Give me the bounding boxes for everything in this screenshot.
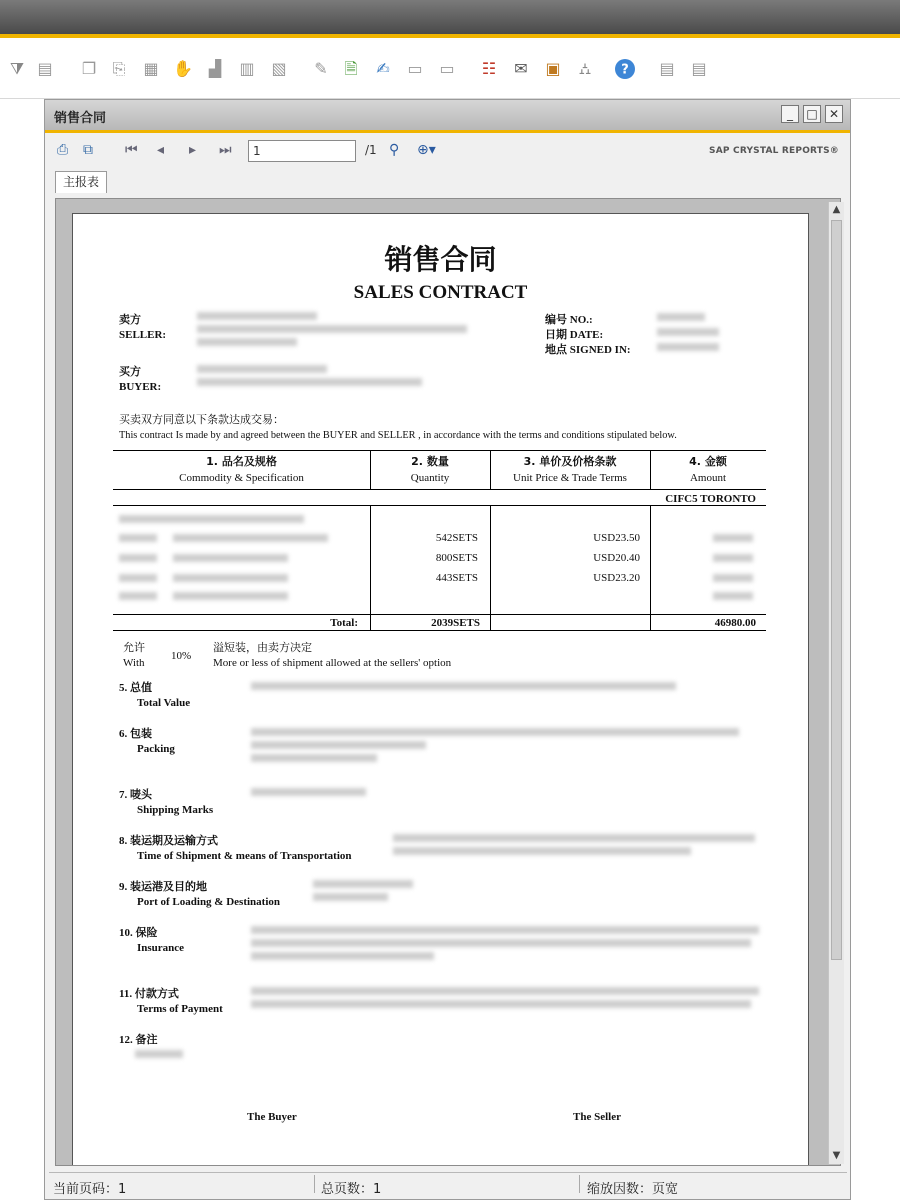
clause10-num: 10. <box>119 927 133 939</box>
agreement-cn: 买卖双方同意以下条款达成交易： <box>119 413 284 426</box>
buyer-label-cn: 买方 <box>119 365 141 378</box>
commodity-code-redacted <box>119 534 157 542</box>
clause6-en: Packing <box>137 743 175 755</box>
new-doc-icon[interactable]: 🗎 <box>344 59 358 78</box>
clause11-cn: 付款方式 <box>134 987 179 1000</box>
status-zoom: 缩放因数：页宽 <box>587 1182 679 1197</box>
clause12-num: 12. <box>119 1034 133 1046</box>
commodity-desc-redacted <box>173 574 288 582</box>
col2-en: Quantity <box>410 472 450 484</box>
port-destination-redacted <box>313 893 388 901</box>
clause9-num: 9. <box>119 881 128 893</box>
signed-place-redacted <box>657 343 719 351</box>
left-panel <box>0 99 44 1200</box>
scroll-down-icon[interactable]: ▼ <box>832 1150 841 1161</box>
vertical-scrollbar[interactable] <box>828 202 844 1164</box>
trade-term: CIFC5 TORONTO <box>665 493 756 505</box>
insurance3-redacted <box>251 952 434 960</box>
clause5-num: 5. <box>119 682 128 694</box>
close-button[interactable]: ✕ <box>825 105 843 123</box>
commodity-heading-redacted <box>119 515 304 523</box>
insurance-redacted <box>251 926 759 934</box>
commodity-desc-redacted <box>173 592 288 600</box>
col3-cn: 3. 单价及价格条款 <box>523 455 617 468</box>
packing-redacted <box>251 728 739 736</box>
clause8-en: Time of Shipment & means of Transportation <box>137 850 352 862</box>
viewer-toolbar <box>53 136 843 164</box>
row2-qty: 800SETS <box>435 552 478 564</box>
no-label-cn: 编号 <box>545 313 567 326</box>
allow-desc-cn: 溢短装，由卖方决定 <box>213 641 312 654</box>
table-icon[interactable]: ▥ <box>239 59 255 78</box>
total-qty: 2039SETS <box>431 617 480 629</box>
clause5-en: Total Value <box>137 697 191 709</box>
allow-pct: 10% <box>171 650 192 662</box>
mail-icon[interactable]: ✉ <box>514 59 528 78</box>
clause8-cn: 装运期及运输方式 <box>130 834 218 847</box>
col4-cn: 4. 金额 <box>689 455 727 468</box>
seller-label-cn: 卖方 <box>119 313 141 326</box>
contract-no-redacted <box>657 313 705 321</box>
row-amount-redacted <box>713 592 753 600</box>
commodity-desc-redacted <box>173 554 288 562</box>
signed-label-en: SIGNED IN: <box>569 344 631 356</box>
col3-en: Unit Price & Trade Terms <box>513 472 627 484</box>
page-number-input[interactable]: 1 <box>248 140 356 162</box>
window-title-bar <box>45 100 850 133</box>
row1-qty: 542SETS <box>435 532 478 544</box>
agreement-en: This contract Is made by and agreed between the BUYER and SELLER , in accordance with the terms and conditions stipulated below. <box>119 430 677 441</box>
clause8-num: 8. <box>119 835 128 847</box>
seller-address2-redacted <box>197 338 297 346</box>
clause7-en: Shipping Marks <box>137 804 214 816</box>
clause6-cn: 包装 <box>130 727 152 740</box>
app-title-bar <box>0 0 900 38</box>
clause11-en: Terms of Payment <box>137 1003 223 1015</box>
export-icon[interactable]: ⧉ <box>83 142 93 158</box>
zoom-icon[interactable]: ⊕▾ <box>417 142 436 158</box>
scroll-up-icon[interactable]: ▲ <box>832 204 841 215</box>
tree-icon[interactable]: ⛼ <box>578 59 592 78</box>
chart-icon[interactable]: ▟ <box>208 59 222 78</box>
buyer-address-redacted <box>197 378 422 386</box>
packing2-redacted <box>251 741 426 749</box>
clause12-cn: 备注 <box>135 1033 158 1046</box>
clause10-cn: 保险 <box>135 926 158 939</box>
payment2-redacted <box>251 1000 751 1008</box>
doc-icon[interactable]: ▦ <box>143 59 159 78</box>
shipping-marks-redacted <box>251 788 366 796</box>
edit-icon[interactable]: ✎ <box>314 59 328 78</box>
report-title-cn: 销售合同 <box>384 243 497 276</box>
total-value-redacted <box>251 682 676 690</box>
check-doc-icon[interactable]: ✍ <box>376 59 390 78</box>
tab-main-report[interactable]: 主报表 <box>55 171 107 193</box>
commodity-desc-redacted <box>173 534 328 542</box>
col4-en: Amount <box>689 472 727 484</box>
buyer-name-redacted <box>197 365 327 373</box>
contract-date-redacted <box>657 328 719 336</box>
paste-icon[interactable]: ⎘ <box>112 59 126 78</box>
report-title-en: SALES CONTRACT <box>353 282 528 303</box>
prev-page-icon[interactable]: ◂ <box>157 142 165 158</box>
print-icon[interactable]: ▤ <box>691 59 707 78</box>
allow-cn: 允许 <box>123 641 145 654</box>
commodity-code-redacted <box>119 554 157 562</box>
row-amount-redacted <box>713 574 753 582</box>
layout-icon[interactable]: ▧ <box>271 59 287 78</box>
row3-qty: 443SETS <box>435 572 478 584</box>
total-label: Total: <box>330 617 358 629</box>
date-label-en: DATE: <box>569 329 604 341</box>
export-icon[interactable]: ▤ <box>659 59 675 78</box>
port-loading-redacted <box>313 880 413 888</box>
clause7-num: 7. <box>119 789 128 801</box>
svg-text:?: ? <box>621 62 629 78</box>
right-panel <box>851 99 900 1200</box>
allow-en: With <box>123 657 145 669</box>
window-title: 销售合同 <box>54 111 107 126</box>
clause9-cn: 装运港及目的地 <box>130 880 207 893</box>
status-current-page: 当前页码：1 <box>53 1182 127 1197</box>
report-viewer <box>55 198 841 1166</box>
col1-cn: 1. 品名及规格 <box>206 455 277 468</box>
seller-label-en: SELLER: <box>119 329 167 341</box>
remarks-redacted <box>135 1050 183 1058</box>
comment2-icon[interactable]: ▭ <box>439 59 455 78</box>
maximize-button[interactable]: □ <box>803 105 821 123</box>
clause7-cn: 唛头 <box>130 788 152 801</box>
signed-label-cn: 地点 <box>545 343 567 356</box>
clause11-num: 11. <box>119 988 133 1000</box>
minimize-button[interactable]: _ <box>781 105 799 123</box>
main-toolbar <box>0 40 900 99</box>
seller-name-redacted <box>197 312 317 320</box>
find-icon[interactable]: ⚲ <box>389 142 400 158</box>
no-label-en: NO.: <box>569 314 593 326</box>
help-icon[interactable] <box>614 58 636 80</box>
clause10-en: Insurance <box>137 942 185 954</box>
status-total-pages: 总页数：1 <box>321 1182 382 1197</box>
brand-label: SAP CRYSTAL REPORTS® <box>709 146 839 156</box>
clause6-num: 6. <box>119 728 128 740</box>
print-icon[interactable]: ⎙ <box>57 142 69 158</box>
date-label-cn: 日期 <box>545 328 567 341</box>
seller-address-redacted <box>197 325 467 333</box>
report-page <box>72 213 809 1166</box>
shipment-time-redacted <box>393 834 755 842</box>
first-page-icon[interactable]: ⏮ <box>125 142 138 158</box>
col1-en: Commodity & Specification <box>179 472 304 484</box>
row1-price: USD23.50 <box>593 532 640 544</box>
text-icon[interactable]: ▤ <box>37 59 53 78</box>
page-total: /1 <box>365 143 377 157</box>
next-page-icon[interactable]: ▸ <box>189 142 197 158</box>
commodity-code-redacted <box>119 574 157 582</box>
filter-icon[interactable]: ⧩ <box>9 59 25 78</box>
packing3-redacted <box>251 754 377 762</box>
clause5-cn: 总值 <box>130 681 152 694</box>
last-page-icon[interactable]: ⏭ <box>219 142 232 158</box>
copy-icon[interactable]: ❐ <box>81 59 97 78</box>
commodity-code-redacted <box>119 592 157 600</box>
row-amount-redacted <box>713 534 753 542</box>
checklist-icon[interactable]: ☷ <box>481 59 497 78</box>
col2-cn: 2. 数量 <box>411 455 449 468</box>
total-amount: 46980.00 <box>714 617 756 629</box>
allow-desc-en: More or less of shipment allowed at the sellers' option <box>213 657 452 669</box>
report-window <box>44 99 851 1200</box>
seller-signature-label: The Seller <box>573 1111 621 1123</box>
row-amount-redacted <box>713 554 753 562</box>
insurance2-redacted <box>251 939 751 947</box>
clause9-en: Port of Loading & Destination <box>137 896 280 908</box>
status-bar <box>49 1172 847 1197</box>
buyer-signature-label: The Buyer <box>247 1111 297 1123</box>
hand-icon[interactable]: ✋ <box>173 59 193 78</box>
report-icon[interactable]: ▣ <box>545 59 561 78</box>
payment-redacted <box>251 987 759 995</box>
comment-icon[interactable]: ▭ <box>407 59 423 78</box>
scroll-thumb[interactable] <box>831 220 842 960</box>
row2-price: USD20.40 <box>593 552 640 564</box>
row3-price: USD23.20 <box>593 572 640 584</box>
buyer-label-en: BUYER: <box>119 381 162 393</box>
shipment-time2-redacted <box>393 847 691 855</box>
